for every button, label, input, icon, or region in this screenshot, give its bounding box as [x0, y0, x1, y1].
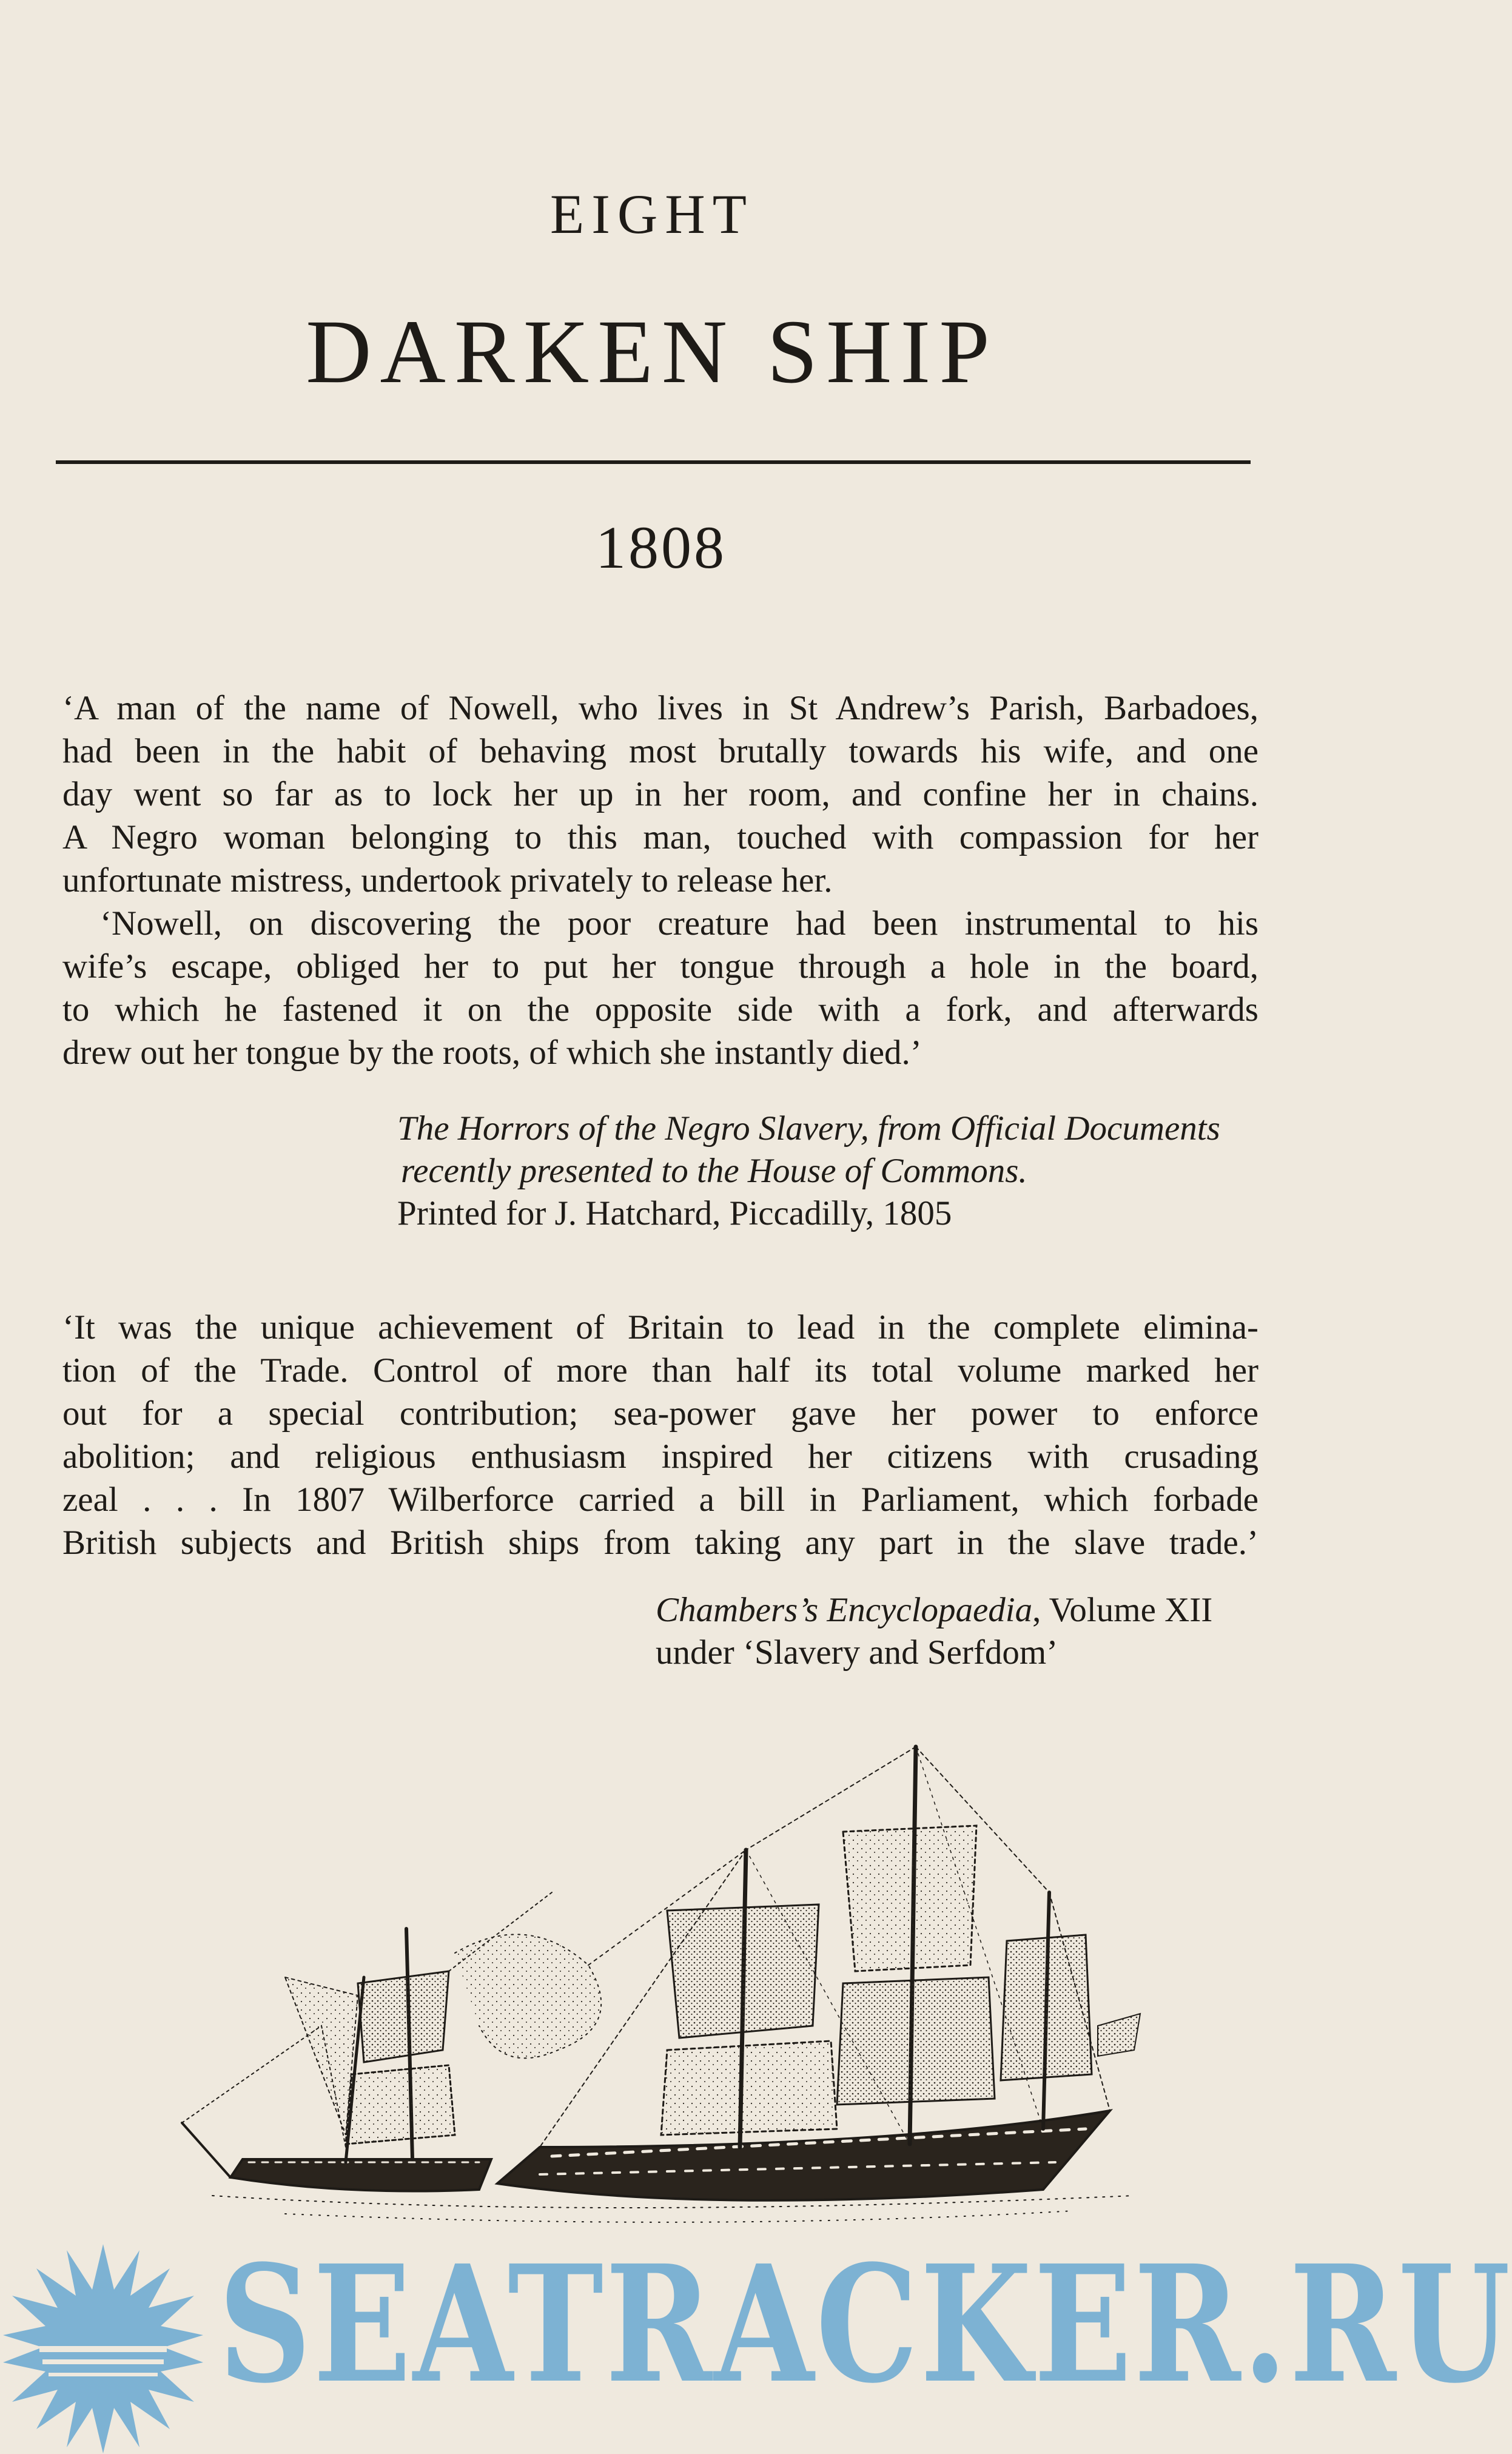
- source-title-line-1: The Horrors of the Negro Slavery, from Official Documents: [397, 1109, 1220, 1148]
- source-line: [656, 1589, 1262, 1632]
- text-line: had been in the habit of behaving most brutally towards his wife, and one: [62, 732, 1258, 770]
- quote1-attribution: [397, 1108, 1265, 1235]
- chapter-title: DARKEN SHIP: [306, 301, 998, 402]
- text-line: to which he fastened it on the opposite side with a fork, and afterwards: [62, 990, 1258, 1029]
- text-line: A Negro woman belonging to this man, touched with compassion for her: [62, 818, 1258, 856]
- chapter-number: EIGHT: [550, 183, 754, 245]
- text-line: British subjects and British ships from taking any part in the slave trade.’: [62, 1524, 1258, 1562]
- text-line: unfortunate mistress, undertook privately to release her.: [62, 861, 833, 899]
- epigraph-quote-2: [62, 1306, 1258, 1564]
- quote2-attribution: [656, 1589, 1262, 1674]
- source-title-line-2: recently presented to the House of Commons.: [401, 1152, 1027, 1190]
- source-publisher: Printed for J. Hatchard, Piccadilly, 1805: [397, 1194, 952, 1232]
- watermark-text: SEATRACKER.RU: [218, 2230, 1512, 2419]
- text-line: ‘It was the unique achievement of Britain to lead in the complete elimina-: [62, 1308, 1258, 1346]
- text-line: abolition; and religious enthusiasm inspired her citizens with crusading: [62, 1437, 1258, 1476]
- quote2-paragraph: [62, 1306, 1258, 1564]
- text-line: ‘Nowell, on discovering the poor creature had been instrumental to his: [100, 904, 1258, 943]
- epigraph-quote-1: [62, 687, 1258, 1074]
- text-line: zeal . . . In 1807 Wilberforce carried a bill in Parliament, which forbade: [62, 1481, 1258, 1519]
- text-line: tion of the Trade. Control of more than half its total volume marked her: [62, 1351, 1258, 1390]
- source-section: under ‘Slavery and Serfdom’: [656, 1633, 1058, 1672]
- text-line: out for a special contribution; sea-power gave her power to enforce: [62, 1394, 1258, 1433]
- title-divider: [56, 460, 1251, 464]
- source-title: Chambers’s Encyclopaedia: [656, 1591, 1033, 1629]
- text-line: drew out her tongue by the roots, of which she instantly died.’: [62, 1034, 922, 1072]
- chapter-year: 1808: [596, 514, 727, 581]
- quote1-paragraph-1: [62, 687, 1258, 902]
- text-line: ‘A man of the name of Nowell, who lives in St Andrew’s Parish, Barbadoes,: [62, 689, 1258, 727]
- ship-engraving-illustration: [164, 1710, 1164, 2287]
- text-line: wife’s escape, obliged her to put her tongue through a hole in the board,: [62, 947, 1258, 986]
- text-line: day went so far as to lock her up in her room, and confine her in chains.: [62, 775, 1258, 813]
- source-volume: , Volume XII: [1032, 1591, 1213, 1629]
- quote1-paragraph-2: [62, 902, 1258, 1074]
